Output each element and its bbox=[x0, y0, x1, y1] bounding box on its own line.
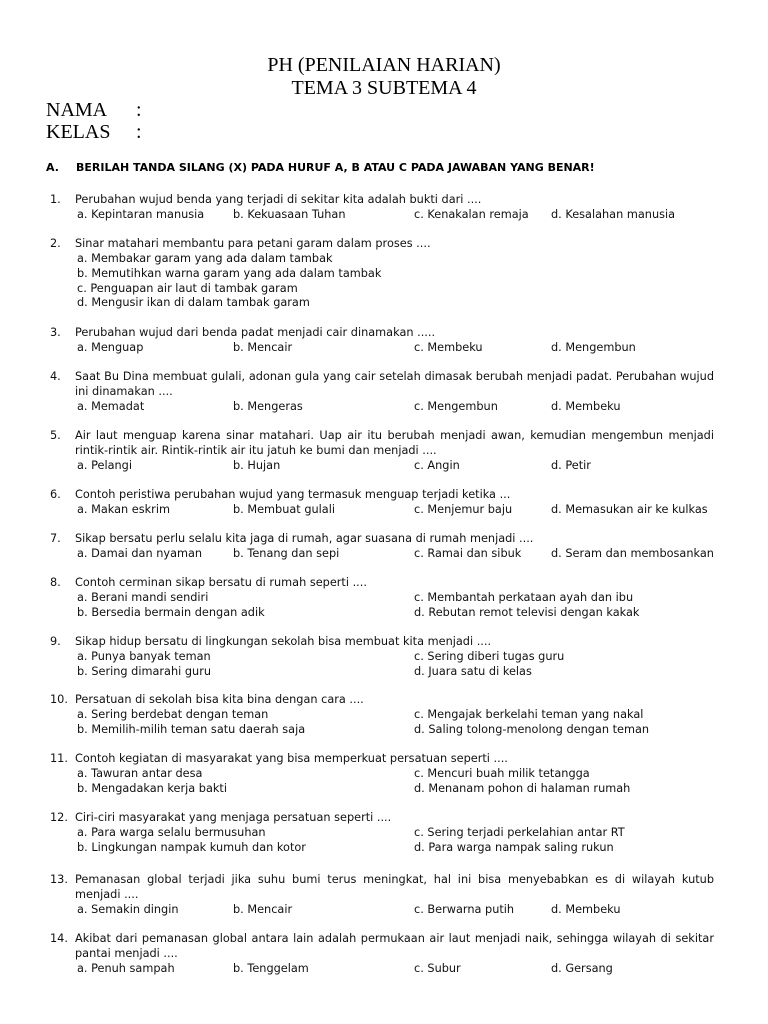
answer-option-d[interactable]: d. Saling tolong-menolong dengan teman bbox=[414, 722, 650, 736]
question-number: 4. bbox=[50, 370, 61, 383]
question-text: Sikap bersatu perlu selalu kita jaga di rumah, agar suasana di rumah menjadi .... bbox=[75, 532, 534, 545]
question-number: 14. bbox=[50, 932, 68, 945]
answer-option-a[interactable]: a. Tawuran antar desa bbox=[77, 767, 203, 780]
question-number: 7. bbox=[50, 532, 61, 545]
answer-option-a[interactable]: a. Memadat bbox=[77, 400, 145, 413]
answer-option-b[interactable]: b. Lingkungan nampak kumuh dan kotor bbox=[77, 840, 306, 854]
answer-option-d[interactable]: d. Mengusir ikan di dalam tambak garam bbox=[77, 296, 310, 310]
answer-option-d[interactable]: d. Membeku bbox=[551, 903, 621, 916]
question-number: 13. bbox=[50, 873, 68, 886]
answer-option-c[interactable]: c. Ramai dan sibuk bbox=[414, 547, 522, 560]
answer-option-a[interactable]: a. Menguap bbox=[77, 341, 144, 354]
answer-option-d[interactable]: d. Seram dan membosankan bbox=[551, 547, 714, 560]
answer-option-d[interactable]: d. Kesalahan manusia bbox=[551, 208, 676, 221]
answer-option-c[interactable]: c. Mengajak berkelahi teman yang nakal bbox=[414, 708, 644, 721]
question-number: 6. bbox=[50, 488, 61, 501]
answer-option-c[interactable]: c. Kenakalan remaja bbox=[414, 208, 529, 221]
class-label: KELAS bbox=[46, 121, 111, 143]
answer-option-c[interactable]: c. Menjemur baju bbox=[414, 503, 513, 516]
answer-option-b[interactable]: b. Mengadakan kerja bakti bbox=[77, 781, 228, 795]
question-text: Ciri-ciri masyarakat yang menjaga persatuan seperti .... bbox=[75, 811, 392, 824]
answer-option-b[interactable]: b. Mengeras bbox=[233, 400, 303, 413]
question-text: Sikap hidup bersatu di lingkungan sekolah bisa membuat kita menjadi .... bbox=[75, 635, 492, 648]
section-instruction: BERILAH TANDA SILANG (X) PADA HURUF A, B ATAU C PADA JAWABAN YANG BENAR! bbox=[76, 161, 595, 174]
answer-option-d[interactable]: d. Menanam pohon di halaman rumah bbox=[414, 781, 631, 795]
question-number: 1. bbox=[50, 193, 61, 206]
answer-option-b[interactable]: b. Sering dimarahi guru bbox=[77, 664, 212, 678]
answer-option-c[interactable]: c. Penguapan air laut di tambak garam bbox=[77, 281, 298, 295]
answer-option-b[interactable]: b. Mencair bbox=[233, 341, 293, 354]
question-number: 2. bbox=[50, 237, 61, 250]
answer-option-a[interactable]: a. Penuh sampah bbox=[77, 962, 175, 975]
answer-option-b[interactable]: b. Tenggelam bbox=[233, 962, 309, 975]
answer-option-c[interactable]: c. Subur bbox=[414, 962, 461, 975]
answer-option-a[interactable]: a. Para warga selalu bermusuhan bbox=[77, 826, 266, 839]
question-text: Contoh kegiatan di masyarakat yang bisa memperkuat persatuan seperti .... bbox=[75, 752, 508, 765]
answer-option-b[interactable]: b. Membuat gulali bbox=[233, 503, 335, 516]
answer-option-b[interactable]: b. Tenang dan sepi bbox=[233, 547, 340, 560]
answer-option-d[interactable]: d. Juara satu di kelas bbox=[414, 664, 532, 678]
answer-option-d[interactable]: d. Memasukan air ke kulkas bbox=[551, 503, 708, 516]
answer-option-a[interactable]: a. Berani mandi sendiri bbox=[77, 591, 209, 604]
answer-option-b[interactable]: b. Kekuasaan Tuhan bbox=[233, 208, 346, 221]
answer-option-d[interactable]: d. Para warga nampak saling rukun bbox=[414, 840, 614, 854]
question-text: Contoh peristiwa perubahan wujud yang termasuk menguap terjadi ketika ... bbox=[75, 488, 511, 501]
question-text: Sinar matahari membantu para petani garam dalam proses .... bbox=[75, 237, 431, 250]
question-text: Pemanasan global terjadi jika suhu bumi terus meningkat, hal ini bisa menyebabkan es di wilayah kutub menjadi .... bbox=[75, 873, 714, 901]
answer-option-c[interactable]: c. Sering diberi tugas guru bbox=[414, 650, 565, 663]
question-number: 3. bbox=[50, 326, 61, 339]
answer-option-b[interactable]: b. Memutihkan warna garam yang ada dalam tambak bbox=[77, 266, 382, 280]
answer-option-c[interactable]: c. Membantah perkataan ayah dan ibu bbox=[414, 591, 634, 604]
question-text: Persatuan di sekolah bisa kita bina dengan cara .... bbox=[75, 693, 364, 706]
section-heading bbox=[46, 161, 595, 174]
name-field bbox=[46, 99, 142, 121]
answer-option-c[interactable]: c. Mengembun bbox=[414, 400, 498, 413]
answer-option-a[interactable]: a. Kepintaran manusia bbox=[77, 208, 205, 221]
answer-option-a[interactable]: a. Pelangi bbox=[77, 459, 132, 472]
answer-option-c[interactable]: c. Sering terjadi perkelahian antar RT bbox=[414, 826, 625, 839]
answer-option-b[interactable]: b. Memilih-milih teman satu daerah saja bbox=[77, 722, 306, 736]
class-colon: : bbox=[136, 121, 142, 143]
class-field bbox=[46, 121, 142, 143]
section-letter: A. bbox=[46, 161, 59, 174]
name-label: NAMA bbox=[46, 99, 108, 121]
answer-option-a[interactable]: a. Semakin dingin bbox=[77, 903, 179, 916]
question-number: 10. bbox=[50, 693, 68, 706]
question-number: 5. bbox=[50, 429, 61, 442]
exam-title: PH (PENILAIAN HARIAN) bbox=[267, 54, 501, 76]
answer-option-b[interactable]: b. Hujan bbox=[233, 459, 281, 472]
answer-option-a[interactable]: a. Sering berdebat dengan teman bbox=[77, 708, 269, 721]
question-number: 8. bbox=[50, 576, 61, 589]
question-text: Saat Bu Dina membuat gulali, adonan gula yang cair setelah dimasak berubah menjadi padat. Perubahan wujud ini dinamakan .... bbox=[75, 370, 714, 398]
question-text: Perubahan wujud benda yang terjadi di sekitar kita adalah bukti dari .... bbox=[75, 193, 482, 206]
answer-option-c[interactable]: c. Angin bbox=[414, 459, 460, 472]
answer-option-d[interactable]: d. Rebutan remot televisi dengan kakak bbox=[414, 605, 640, 619]
answer-option-c[interactable]: c. Mencuri buah milik tetangga bbox=[414, 767, 590, 780]
answer-option-d[interactable]: d. Gersang bbox=[551, 962, 613, 975]
name-colon: : bbox=[136, 99, 142, 121]
question-text: Contoh cerminan sikap bersatu di rumah seperti .... bbox=[75, 576, 367, 589]
question-text: Akibat dari pemanasan global antara lain adalah permukaan air laut menjadi naik, sehingga wilayah di sekitar pantai menjadi .... bbox=[75, 932, 714, 960]
answer-option-a[interactable]: a. Membakar garam yang ada dalam tambak bbox=[77, 252, 333, 265]
answer-option-b[interactable]: b. Bersedia bermain dengan adik bbox=[77, 605, 265, 619]
answer-option-b[interactable]: b. Mencair bbox=[233, 903, 293, 916]
answer-option-d[interactable]: d. Petir bbox=[551, 459, 591, 472]
answer-option-c[interactable]: c. Membeku bbox=[414, 341, 483, 354]
exam-subtitle: TEMA 3 SUBTEMA 4 bbox=[291, 77, 477, 99]
question-number: 12. bbox=[50, 811, 68, 824]
answer-option-a[interactable]: a. Damai dan nyaman bbox=[77, 547, 203, 560]
question-number: 9. bbox=[50, 635, 61, 648]
question-text: Perubahan wujud dari benda padat menjadi cair dinamakan ..... bbox=[75, 326, 436, 339]
question-text: Air laut menguap karena sinar matahari. Uap air itu berubah menjadi awan, kemudian mengembun menjadi rintik-rintik air. Rintik-rintik air itu jatuh ke bumi dan menjadi .... bbox=[75, 429, 714, 457]
answer-option-a[interactable]: a. Punya banyak teman bbox=[77, 650, 211, 663]
answer-option-d[interactable]: d. Membeku bbox=[551, 400, 621, 413]
answer-option-d[interactable]: d. Mengembun bbox=[551, 341, 636, 354]
answer-option-c[interactable]: c. Berwarna putih bbox=[414, 903, 515, 916]
question-number: 11. bbox=[50, 752, 68, 765]
answer-option-a[interactable]: a. Makan eskrim bbox=[77, 503, 170, 516]
